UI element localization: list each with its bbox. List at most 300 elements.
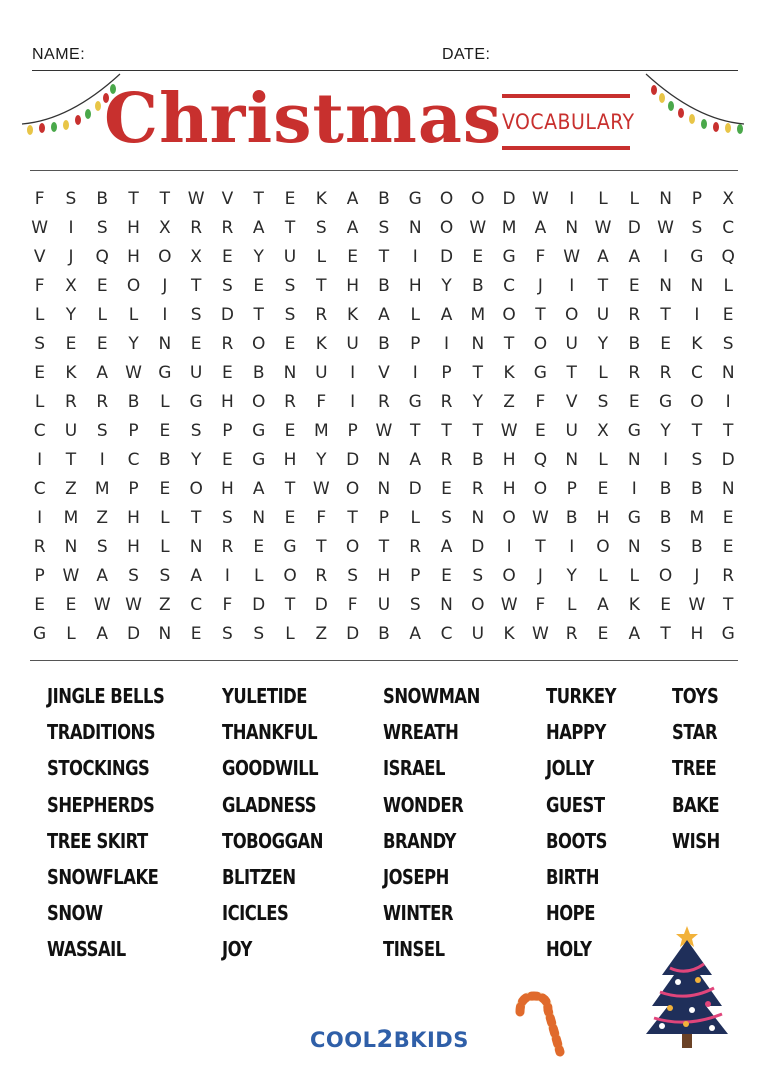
grid-letter: I <box>694 305 700 325</box>
grid-letter: I <box>725 392 731 412</box>
grid-letter: G <box>158 363 172 383</box>
grid-letter: W <box>500 421 518 441</box>
word-list-item: THANKFUL <box>222 720 318 745</box>
grid-letter: W <box>531 508 549 528</box>
grid-letter: T <box>472 363 483 383</box>
grid-letter: I <box>444 334 450 354</box>
grid-letter: M <box>470 305 486 325</box>
grid-letter: N <box>64 537 78 557</box>
grid-letter: D <box>346 624 360 644</box>
grid-letter: F <box>222 595 233 615</box>
grid-letter: S <box>222 276 233 296</box>
grid-letter: L <box>97 305 107 325</box>
grid-letter: E <box>159 421 171 441</box>
grid-letter: S <box>722 334 734 354</box>
grid-letter: I <box>412 247 418 267</box>
word-column-4 <box>546 680 631 970</box>
grid-letter: T <box>378 247 390 267</box>
grid-letter: C <box>722 218 735 238</box>
grid-letter: A <box>628 247 641 267</box>
grid-divider <box>30 660 738 661</box>
grid-letter: E <box>284 421 296 441</box>
grid-letter: J <box>68 247 74 267</box>
grid-row <box>24 533 744 562</box>
grid-letter: R <box>190 218 203 238</box>
grid-letter: I <box>99 450 105 470</box>
grid-letter: J <box>537 276 543 296</box>
grid-letter: S <box>378 218 390 238</box>
grid-letter: W <box>563 247 581 267</box>
grid-letter: U <box>565 334 578 354</box>
grid-letter: H <box>502 479 516 499</box>
grid-letter: T <box>722 595 734 615</box>
grid-row <box>24 562 744 591</box>
grid-letter: F <box>34 276 45 296</box>
grid-letter: K <box>691 334 703 354</box>
grid-letter: G <box>408 189 422 209</box>
word-list-item: ISRAEL <box>383 756 445 781</box>
grid-letter: D <box>471 537 485 557</box>
grid-letter: C <box>440 624 453 644</box>
grid-letter: X <box>722 189 734 209</box>
grid-letter: L <box>629 566 640 586</box>
grid-letter: G <box>252 421 266 441</box>
grid-letter: G <box>252 450 266 470</box>
grid-letter: A <box>440 305 453 325</box>
grid-letter: H <box>221 392 234 412</box>
word-list-item: STAR <box>672 720 718 745</box>
subtitle: VOCABULARY <box>502 110 635 134</box>
grid-letter: V <box>33 247 46 267</box>
grid-letter: S <box>409 595 421 615</box>
grid-letter: E <box>628 276 640 296</box>
grid-letter: E <box>535 421 546 441</box>
grid-letter: A <box>346 218 359 238</box>
grid-letter: X <box>597 421 609 441</box>
grid-letter: R <box>33 537 46 557</box>
grid-row <box>24 272 744 301</box>
grid-letter: B <box>565 508 578 528</box>
grid-letter: E <box>190 624 202 644</box>
grid-letter: I <box>37 508 43 528</box>
grid-letter: T <box>660 624 671 644</box>
grid-letter: E <box>660 595 671 615</box>
grid-letter: U <box>346 334 359 354</box>
grid-letter: L <box>160 392 170 412</box>
grid-letter: R <box>659 363 672 383</box>
grid-letter: C <box>690 363 703 383</box>
grid-letter: T <box>284 595 296 615</box>
grid-letter: L <box>160 508 170 528</box>
grid-letter: O <box>189 479 203 499</box>
grid-letter: N <box>565 450 579 470</box>
grid-letter: U <box>64 421 78 441</box>
grid-letter: J <box>694 566 700 586</box>
grid-letter: O <box>252 334 266 354</box>
grid-letter: B <box>252 363 265 383</box>
logo-part-3: BKIDS <box>393 1028 469 1052</box>
grid-letter: B <box>378 624 390 644</box>
grid-letter: E <box>190 334 202 354</box>
grid-letter: W <box>657 218 674 238</box>
grid-letter: N <box>283 363 297 383</box>
grid-letter: O <box>439 218 454 238</box>
grid-letter: Y <box>566 566 577 586</box>
grid-letter: P <box>378 508 390 528</box>
grid-letter: O <box>533 334 548 354</box>
word-column-5 <box>672 680 730 861</box>
grid-letter: K <box>503 624 515 644</box>
grid-letter: W <box>62 566 80 586</box>
grid-letter: B <box>471 276 484 296</box>
grid-letter: I <box>631 479 637 499</box>
grid-letter: A <box>96 363 109 383</box>
grid-letter: B <box>96 189 109 209</box>
grid-letter: D <box>314 595 328 615</box>
grid-letter: P <box>691 189 703 209</box>
grid-letter: E <box>159 479 171 499</box>
grid-letter: I <box>162 305 168 325</box>
grid-letter: F <box>535 392 546 412</box>
grid-letter: K <box>503 363 515 383</box>
grid-letter: I <box>663 450 669 470</box>
grid-letter: H <box>690 624 704 644</box>
word-list-item: WONDER <box>383 792 464 817</box>
grid-letter: T <box>65 450 77 470</box>
word-list-item: WREATH <box>383 720 459 745</box>
grid-row <box>24 185 744 214</box>
grid-letter: N <box>377 479 391 499</box>
grid-letter: P <box>34 566 45 586</box>
grid-letter: T <box>535 305 546 325</box>
grid-letter: L <box>598 566 608 586</box>
grid-letter: E <box>597 624 609 644</box>
grid-letter: L <box>128 305 139 325</box>
grid-letter: G <box>502 247 516 267</box>
grid-letter: T <box>347 508 358 528</box>
grid-letter: R <box>440 450 453 470</box>
grid-letter: S <box>597 392 609 412</box>
grid-letter: W <box>500 595 518 615</box>
word-list-item: YULETIDE <box>222 684 308 708</box>
word-list-item: BLITZEN <box>222 864 296 889</box>
grid-letter: O <box>345 479 360 499</box>
grid-letter: O <box>502 566 516 586</box>
grid-letter: E <box>253 276 265 296</box>
word-list-item: BRANDY <box>383 828 456 853</box>
grid-letter: U <box>315 363 328 383</box>
grid-letter: T <box>410 421 421 441</box>
grid-letter: O <box>439 189 454 209</box>
grid-letter: L <box>66 624 76 644</box>
grid-letter: S <box>190 421 202 441</box>
grid-letter: W <box>688 595 706 615</box>
grid-letter: P <box>441 363 452 383</box>
word-list-item: TINSEL <box>383 937 445 962</box>
grid-letter: T <box>660 305 671 325</box>
grid-letter: A <box>409 450 422 470</box>
grid-letter: J <box>162 276 168 296</box>
grid-row <box>24 359 744 388</box>
grid-letter: E <box>284 334 296 354</box>
grid-letter: G <box>408 392 422 412</box>
grid-letter: T <box>722 421 734 441</box>
candy-cane-icon <box>508 990 568 1060</box>
grid-letter: Y <box>128 334 139 354</box>
grid-letter: O <box>596 537 610 557</box>
grid-letter: R <box>722 566 735 586</box>
subtitle-box <box>502 94 635 150</box>
word-list-item: SHEPHERDS <box>47 792 155 817</box>
grid-letter: B <box>471 450 484 470</box>
grid-letter: L <box>723 276 733 296</box>
grid-letter: Y <box>65 305 77 325</box>
grid-letter: A <box>597 595 609 615</box>
grid-letter: E <box>222 450 233 470</box>
word-list-item: JOSEPH <box>383 864 449 889</box>
grid-letter: N <box>377 450 391 470</box>
grid-letter: O <box>158 247 172 267</box>
grid-letter: T <box>441 421 452 441</box>
grid-row <box>24 388 744 417</box>
word-list-item: GUEST <box>546 792 605 817</box>
grid-letter: I <box>350 363 356 383</box>
grid-letter: D <box>721 450 735 470</box>
page-title: Christmas <box>104 79 503 159</box>
grid-letter: T <box>316 276 327 296</box>
grid-letter: E <box>34 363 46 383</box>
grid-letter: U <box>283 247 297 267</box>
grid-letter: R <box>409 537 422 557</box>
grid-letter: Q <box>95 247 109 267</box>
grid-letter: O <box>126 276 141 296</box>
grid-letter: H <box>221 479 234 499</box>
grid-letter: A <box>440 537 453 557</box>
grid-letter: N <box>659 276 672 296</box>
grid-letter: E <box>722 508 734 528</box>
grid-letter: X <box>65 276 77 296</box>
word-list-item: BIRTH <box>546 864 599 889</box>
grid-letter: R <box>440 392 453 412</box>
grid-letter: I <box>569 189 575 209</box>
grid-letter: S <box>660 537 671 557</box>
grid-letter: O <box>502 305 516 325</box>
grid-letter: B <box>691 479 703 499</box>
grid-letter: W <box>125 595 142 615</box>
word-list-item: WISH <box>672 828 720 853</box>
word-list-item: BOOTS <box>546 828 607 853</box>
grid-letter: S <box>347 566 359 586</box>
grid-letter: S <box>284 276 296 296</box>
grid-letter: E <box>253 537 265 557</box>
grid-letter: K <box>65 363 77 383</box>
grid-letter: M <box>63 508 79 528</box>
grid-letter: A <box>628 624 641 644</box>
grid-letter: L <box>34 305 45 325</box>
grid-letter: L <box>316 247 327 267</box>
grid-letter: A <box>409 624 422 644</box>
grid-letter: E <box>65 334 77 354</box>
grid-letter: D <box>252 595 266 615</box>
grid-letter: N <box>252 508 266 528</box>
grid-letter: F <box>535 247 546 267</box>
grid-letter: L <box>598 450 608 470</box>
grid-letter: N <box>471 334 485 354</box>
word-list-item: TREE SKIRT <box>47 828 148 853</box>
grid-letter: R <box>221 218 234 238</box>
grid-letter: L <box>253 566 264 586</box>
word-list-item: TOYS <box>672 684 719 708</box>
grid-letter: H <box>596 508 610 528</box>
grid-letter: O <box>658 566 673 586</box>
grid-letter: R <box>628 305 641 325</box>
grid-letter: S <box>691 450 703 470</box>
grid-letter: N <box>158 624 172 644</box>
grid-letter: L <box>629 189 640 209</box>
grid-letter: Y <box>597 334 609 354</box>
grid-letter: F <box>34 189 45 209</box>
grid-letter: E <box>722 305 734 325</box>
grid-letter: W <box>187 189 205 209</box>
grid-letter: E <box>284 189 296 209</box>
grid-row <box>24 446 744 475</box>
name-label: NAME: <box>32 46 86 63</box>
grid-letter: H <box>377 566 391 586</box>
grid-letter: R <box>96 392 109 412</box>
grid-letter: A <box>96 624 109 644</box>
grid-letter: F <box>535 595 546 615</box>
grid-letter: D <box>408 479 422 499</box>
header-underline <box>32 70 738 71</box>
grid-letter: O <box>471 189 485 209</box>
grid-letter: C <box>190 595 203 615</box>
grid-letter: Q <box>533 450 548 470</box>
grid-letter: D <box>126 624 141 644</box>
grid-letter: A <box>378 305 390 325</box>
grid-letter: I <box>350 392 356 412</box>
grid-letter: G <box>283 537 297 557</box>
grid-letter: E <box>441 566 452 586</box>
grid-letter: A <box>252 218 265 238</box>
grid-letter: D <box>627 218 641 238</box>
grid-letter: L <box>160 537 170 557</box>
grid-letter: S <box>315 218 327 238</box>
grid-letter: B <box>127 392 140 412</box>
grid-letter: G <box>627 508 641 528</box>
grid-letter: K <box>347 305 359 325</box>
grid-letter: H <box>127 537 140 557</box>
grid-letter: T <box>566 363 577 383</box>
word-list-item: SNOW <box>47 901 103 926</box>
grid-letter: I <box>224 566 230 586</box>
grid-letter: Z <box>96 508 109 528</box>
grid-letter: D <box>439 247 454 267</box>
word-list-item: WINTER <box>383 901 453 926</box>
grid-letter: B <box>378 276 390 296</box>
grid-letter: Y <box>190 450 202 470</box>
grid-letter: U <box>471 624 485 644</box>
grid-letter: W <box>375 421 393 441</box>
grid-letter: I <box>412 363 418 383</box>
grid-letter: W <box>125 363 142 383</box>
grid-letter: T <box>128 189 139 209</box>
grid-letter: U <box>377 595 391 615</box>
grid-letter: H <box>502 450 516 470</box>
grid-letter: S <box>253 624 265 644</box>
grid-letter: W <box>312 479 330 499</box>
grid-letter: T <box>597 276 609 296</box>
grid-letter: L <box>285 624 295 644</box>
word-list-item: WASSAIL <box>47 937 126 962</box>
grid-letter: O <box>471 595 485 615</box>
grid-letter: C <box>33 421 46 441</box>
logo-part-1: COOL <box>310 1028 377 1052</box>
grid-letter: H <box>127 218 140 238</box>
grid-letter: H <box>127 247 140 267</box>
word-list-item: HOPE <box>546 901 595 926</box>
grid-letter: E <box>347 247 358 267</box>
grid-letter: S <box>96 218 108 238</box>
grid-letter: R <box>65 392 77 412</box>
grid-letter: I <box>569 276 575 296</box>
word-list-item: TURKEY <box>546 684 616 708</box>
grid-letter: F <box>316 508 327 528</box>
grid-letter: P <box>566 479 577 499</box>
grid-letter: N <box>189 537 203 557</box>
grid-letter: S <box>284 305 296 325</box>
word-list-item: GLADNESS <box>222 792 317 817</box>
word-list-item: JOY <box>222 937 252 962</box>
grid-letter: K <box>315 334 327 354</box>
grid-letter: N <box>627 537 641 557</box>
grid-letter: U <box>565 421 578 441</box>
grid-letter: A <box>190 566 202 586</box>
grid-letter: V <box>221 189 234 209</box>
word-list-item: TRADITIONS <box>47 720 156 745</box>
grid-letter: R <box>284 392 296 412</box>
grid-letter: O <box>533 479 548 499</box>
grid-letter: O <box>690 392 704 412</box>
word-list-item: GOODWILL <box>222 756 319 781</box>
grid-letter: K <box>315 189 327 209</box>
grid-letter: E <box>96 276 108 296</box>
grid-letter: K <box>628 595 640 615</box>
grid-letter: N <box>721 363 735 383</box>
grid-letter: D <box>346 450 360 470</box>
grid-letter: N <box>627 450 641 470</box>
grid-letter: S <box>159 566 171 586</box>
grid-letter: P <box>410 566 421 586</box>
grid-letter: E <box>628 392 640 412</box>
grid-letter: L <box>598 363 608 383</box>
string-lights-right-icon <box>640 70 748 140</box>
grid-row <box>24 214 744 243</box>
grid-letter: E <box>597 479 609 499</box>
grid-letter: E <box>660 334 671 354</box>
grid-letter: O <box>565 305 579 325</box>
grid-letter: Z <box>503 392 515 412</box>
grid-letter: T <box>190 508 202 528</box>
grid-letter: L <box>34 392 45 412</box>
grid-letter: T <box>472 421 483 441</box>
grid-letter: M <box>94 479 110 499</box>
grid-letter: J <box>537 566 543 586</box>
grid-letter: T <box>159 189 171 209</box>
cool2bkids-logo <box>310 1024 470 1054</box>
grid-letter: W <box>594 218 612 238</box>
grid-letter: E <box>65 595 77 615</box>
grid-letter: Y <box>253 247 264 267</box>
